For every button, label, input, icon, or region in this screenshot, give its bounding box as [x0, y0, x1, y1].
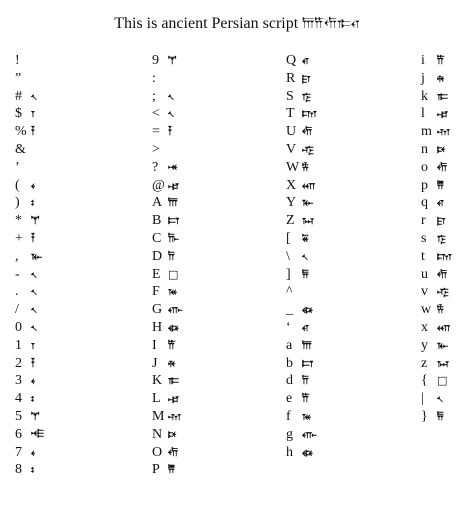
latin-char: =: [152, 124, 160, 140]
latin-char: !: [15, 53, 20, 68]
latin-char: 7: [15, 444, 22, 460]
mapping-row: [152, 212, 183, 230]
cuneiform-glyph: 𐏐: [437, 392, 443, 406]
latin-char: e: [286, 391, 293, 407]
cuneiform-glyph: 𐎾: [168, 178, 180, 192]
latin-char: r: [421, 213, 426, 229]
mapping-row: [421, 212, 452, 230]
mapping-row: [286, 390, 317, 408]
cuneiform-glyph: 𐏐: [168, 107, 174, 121]
cuneiform-glyph: 𐎼: [302, 71, 311, 85]
latin-char: _: [286, 302, 293, 318]
cuneiform-glyph: 𐎢: [437, 160, 448, 174]
mapping-row: [286, 408, 317, 426]
cuneiform-glyph: 𐎳: [168, 285, 178, 299]
latin-char: 1: [15, 337, 22, 353]
latin-char: F: [152, 284, 160, 300]
mapping-row: [152, 194, 183, 212]
latin-char: :: [152, 70, 156, 86]
mapping-row: [286, 52, 317, 70]
cuneiform-glyph: 𐎺: [437, 285, 449, 299]
mapping-row: [15, 248, 44, 266]
latin-char: 0: [15, 319, 22, 335]
latin-char: 3: [15, 373, 22, 389]
mapping-row: [152, 248, 183, 266]
cuneiform-glyph: □: [168, 267, 179, 281]
latin-char: ’: [15, 159, 20, 175]
mapping-row: [421, 248, 452, 266]
cuneiform-glyph: 𐎠: [302, 338, 312, 352]
mapping-row: [15, 159, 44, 177]
cuneiform-glyph: 𐎢: [168, 445, 179, 459]
latin-char: L: [152, 391, 161, 407]
mapping-row: [15, 355, 44, 373]
latin-char: z: [421, 355, 428, 371]
latin-char: N: [152, 426, 163, 442]
latin-char: I: [152, 337, 157, 353]
latin-char: 5: [15, 408, 22, 424]
cuneiform-glyph: 𐏐: [31, 303, 37, 317]
cuneiform-glyph: 𐏐: [31, 89, 37, 103]
latin-char: .: [15, 284, 19, 300]
mapping-row: [15, 337, 44, 355]
latin-char: m: [421, 124, 432, 140]
mapping-row: [286, 123, 317, 141]
mapping-row: [152, 408, 183, 426]
cuneiform-glyph: 𐏒: [168, 125, 172, 139]
latin-char: 6: [15, 426, 22, 442]
mapping-row: [15, 444, 44, 462]
cuneiform-glyph: 𐎥: [168, 303, 183, 317]
cuneiform-glyph: 𐎲: [302, 356, 314, 370]
latin-char: Y: [286, 195, 297, 211]
cuneiform-glyph: 𐎡: [437, 54, 445, 67]
mapping-row: [286, 355, 317, 373]
latin-char: K: [152, 373, 163, 389]
cuneiform-glyph: 𐏐: [31, 285, 37, 299]
title-text: This is ancient Persian script: [114, 15, 299, 32]
latin-char: v: [421, 284, 428, 300]
cuneiform-glyph: 𐎺: [302, 142, 314, 156]
cuneiform-glyph: 𐎩: [168, 356, 176, 370]
mapping-row: [15, 283, 44, 301]
cuneiform-glyph: 𐏓: [31, 374, 36, 388]
latin-char: C: [152, 230, 162, 246]
latin-char: R: [286, 70, 296, 86]
latin-char: w: [421, 302, 432, 318]
latin-char: /: [15, 302, 19, 318]
mapping-row: [421, 159, 452, 177]
latin-char: i: [421, 53, 425, 68]
latin-char: Z: [286, 213, 295, 229]
cuneiform-glyph: 𐎶: [437, 125, 451, 139]
latin-char: }: [421, 408, 428, 424]
latin-char: 2: [15, 355, 22, 371]
cuneiform-glyph: 𐏔: [31, 196, 35, 210]
latin-char: b: [286, 355, 293, 371]
mapping-row: [15, 230, 44, 248]
mapping-row: [286, 177, 317, 195]
mapping-row: [286, 159, 317, 177]
cuneiform-glyph: 𐏐: [168, 89, 174, 103]
latin-char: D: [152, 248, 163, 264]
latin-char: Q: [286, 53, 297, 68]
latin-char: x: [421, 319, 428, 335]
latin-char: #: [15, 88, 22, 104]
latin-char: ;: [152, 88, 156, 104]
mapping-row: [421, 390, 452, 408]
mapping-row: [286, 105, 317, 123]
latin-char: $: [15, 106, 22, 122]
cuneiform-glyph: 𐏒: [31, 125, 35, 139]
mapping-row: [421, 266, 452, 284]
mapping-row: [152, 283, 183, 301]
mapping-row: [152, 355, 183, 373]
mapping-row: [15, 408, 44, 426]
cuneiform-glyph: 𐏕: [168, 54, 177, 67]
latin-char: l: [421, 106, 425, 122]
mapping-column-3: [286, 52, 317, 461]
latin-char: U: [286, 124, 297, 140]
latin-char: y: [421, 337, 428, 353]
latin-char: h: [286, 444, 293, 460]
mapping-row: [421, 177, 452, 195]
mapping-row: [421, 52, 452, 70]
latin-char: t: [421, 248, 425, 264]
cuneiform-glyph: 𐏀: [437, 356, 450, 370]
latin-char: *: [15, 213, 22, 229]
cuneiform-glyph: 𐏒: [31, 231, 35, 245]
mapping-row: [421, 141, 452, 159]
latin-char: ‘: [286, 319, 291, 335]
latin-char: ]: [286, 266, 291, 282]
cuneiform-glyph: 𐎪: [31, 427, 44, 441]
mapping-row: [152, 319, 183, 337]
latin-char: ”: [15, 70, 22, 86]
cuneiform-glyph: 𐏁: [302, 231, 309, 245]
latin-char: J: [152, 355, 158, 371]
mapping-row: [286, 337, 317, 355]
mapping-row: [15, 461, 44, 479]
mapping-row: [152, 390, 183, 408]
latin-char: \: [286, 248, 290, 264]
latin-char: ,: [15, 248, 19, 264]
mapping-row: [421, 230, 452, 248]
cuneiform-glyph: 𐎩: [437, 71, 445, 85]
cuneiform-glyph: 𐏕: [31, 214, 40, 228]
cuneiform-glyph: 𐎤: [302, 54, 309, 67]
cuneiform-glyph: 𐎿: [302, 89, 311, 103]
mapping-row: [15, 426, 44, 444]
mapping-row: [152, 337, 183, 355]
mapping-column-4: [421, 52, 452, 426]
latin-char: T: [286, 106, 295, 122]
mapping-row: [15, 52, 44, 70]
cuneiform-glyph: 𐏓: [31, 445, 36, 459]
latin-char: @: [152, 177, 165, 193]
mapping-row: [15, 177, 44, 195]
mapping-row: [286, 230, 317, 248]
latin-char: f: [286, 408, 291, 424]
latin-char: 8: [15, 462, 22, 478]
mapping-row: [152, 461, 183, 479]
latin-char: +: [15, 230, 23, 246]
mapping-row: [421, 88, 452, 106]
mapping-row: [421, 283, 452, 301]
mapping-row: [152, 70, 183, 88]
latin-char: o: [421, 159, 428, 175]
latin-char: W: [286, 159, 300, 175]
cuneiform-glyph: 𐎤: [302, 320, 309, 334]
latin-char: G: [152, 302, 163, 318]
latin-char: B: [152, 213, 162, 229]
latin-char: ): [15, 195, 20, 211]
cuneiform-glyph: 𐏂: [437, 409, 444, 423]
mapping-row: [286, 444, 317, 462]
cuneiform-glyph: 𐏔: [31, 392, 35, 406]
cuneiform-glyph: 𐎫: [302, 107, 317, 121]
cuneiform-glyph: 𐎹: [302, 196, 314, 210]
cuneiform-glyph: 𐏂: [302, 267, 309, 281]
latin-char: ^: [286, 284, 293, 300]
cuneiform-glyph: 𐎤: [437, 196, 444, 210]
latin-char: q: [421, 195, 428, 211]
mapping-row: [15, 123, 44, 141]
mapping-column-2: [152, 52, 183, 479]
mapping-row: [15, 70, 44, 88]
cuneiform-glyph: 𐎳: [302, 409, 312, 423]
mapping-row: [421, 105, 452, 123]
cuneiform-glyph: 𐏐: [302, 249, 308, 263]
cuneiform-glyph: 𐏒: [31, 356, 35, 370]
page-title: [0, 14, 474, 35]
mapping-row: [286, 141, 317, 159]
mapping-row: [421, 355, 452, 373]
mapping-row: [421, 408, 452, 426]
mapping-row: [286, 372, 317, 390]
cuneiform-glyph: 𐎼: [437, 214, 446, 228]
latin-char: S: [286, 88, 294, 104]
mapping-row: [152, 177, 183, 195]
mapping-row: [15, 141, 44, 159]
latin-char: n: [421, 141, 428, 157]
mapping-row: [152, 123, 183, 141]
mapping-row: [421, 319, 452, 337]
mapping-row: [421, 372, 452, 390]
latin-char: 4: [15, 391, 22, 407]
mapping-row: [152, 301, 183, 319]
cuneiform-glyph: 𐎧: [302, 178, 316, 192]
title-cuneiform: 𐎠𐎡𐎢𐎣𐎤: [302, 17, 360, 32]
cuneiform-glyph: 𐏔: [31, 463, 35, 477]
latin-char: P: [152, 462, 160, 478]
latin-char: u: [421, 266, 428, 282]
latin-char: M: [152, 408, 165, 424]
mapping-row: [15, 266, 44, 284]
mapping-row: [421, 337, 452, 355]
latin-char: &: [15, 141, 26, 157]
cuneiform-glyph: 𐎱: [168, 463, 175, 477]
mapping-row: [152, 52, 183, 70]
latin-char: d: [286, 373, 293, 389]
mapping-row: [152, 372, 183, 390]
latin-char: j: [421, 70, 425, 86]
cuneiform-glyph: 𐎾: [168, 392, 180, 406]
cuneiform-glyph: 𐎧: [437, 320, 451, 334]
mapping-row: [152, 105, 183, 123]
cuneiform-glyph: 𐏓: [31, 178, 36, 192]
mapping-row: [286, 194, 317, 212]
cuneiform-glyph: 𐎶: [168, 409, 182, 423]
mapping-row: [152, 88, 183, 106]
latin-char: X: [286, 177, 297, 193]
latin-char: 9: [152, 53, 159, 68]
cuneiform-glyph: 𐎥: [302, 427, 317, 441]
cuneiform-glyph: 𐎲: [168, 214, 180, 228]
cuneiform-glyph: 𐎨: [168, 231, 179, 245]
cuneiform-glyph: 𐏑: [31, 107, 35, 121]
cuneiform-glyph: 𐎣: [437, 89, 448, 103]
mapping-row: [15, 372, 44, 390]
mapping-row: [286, 88, 317, 106]
mapping-row: [421, 123, 452, 141]
cuneiform-glyph: 𐎱: [437, 178, 444, 192]
mapping-row: [421, 301, 452, 319]
mapping-row: [152, 141, 183, 159]
cuneiform-glyph: 𐎡: [168, 338, 176, 352]
latin-char: >: [152, 141, 160, 157]
cuneiform-glyph: 𐎣: [168, 374, 179, 388]
mapping-row: [15, 301, 44, 319]
mapping-row: [15, 319, 44, 337]
latin-char: O: [152, 444, 163, 460]
latin-char: <: [152, 106, 160, 122]
mapping-row: [15, 194, 44, 212]
cuneiform-glyph: 𐏐: [31, 267, 37, 281]
mapping-row: [152, 444, 183, 462]
cuneiform-glyph: 𐎴: [168, 427, 177, 441]
mapping-row: [286, 283, 317, 301]
latin-char: -: [15, 266, 20, 282]
latin-char: (: [15, 177, 20, 193]
cuneiform-glyph: 𐎢: [437, 267, 448, 281]
latin-char: E: [152, 266, 161, 282]
cuneiform-glyph: 𐎻: [302, 160, 309, 174]
latin-char: %: [15, 124, 27, 140]
cuneiform-glyph: 𐎫: [437, 249, 452, 263]
mapping-row: [421, 194, 452, 212]
mapping-row: [286, 319, 317, 337]
latin-char: {: [421, 373, 428, 389]
latin-char: V: [286, 141, 297, 157]
mapping-row: [286, 248, 317, 266]
latin-char: a: [286, 337, 293, 353]
mapping-row: [15, 390, 44, 408]
latin-char: k: [421, 88, 428, 104]
cuneiform-glyph: 𐏐: [31, 320, 37, 334]
mapping-row: [152, 159, 183, 177]
cuneiform-glyph: □: [437, 374, 448, 388]
cuneiform-glyph: 𐎻: [437, 303, 444, 317]
cuneiform-glyph: 𐎹: [31, 249, 43, 263]
cuneiform-glyph: 𐎾: [437, 107, 449, 121]
latin-char: s: [421, 230, 427, 246]
mapping-row: [286, 212, 317, 230]
cuneiform-glyph: 𐎿: [437, 231, 446, 245]
cuneiform-glyph: 𐎹: [437, 338, 449, 352]
mapping-row: [152, 266, 183, 284]
mapping-row: [15, 105, 44, 123]
cuneiform-glyph: 𐏃: [302, 303, 313, 317]
mapping-row: [15, 212, 44, 230]
cuneiform-glyph: 𐏃: [302, 445, 313, 459]
latin-char: g: [286, 426, 293, 442]
latin-char: ?: [152, 159, 159, 175]
cuneiform-glyph: 𐏑: [31, 338, 35, 352]
mapping-row: [286, 426, 317, 444]
latin-char: p: [421, 177, 428, 193]
cuneiform-glyph: 𐎽: [168, 160, 178, 174]
cuneiform-glyph: 𐎡: [302, 392, 310, 406]
mapping-row: [152, 230, 183, 248]
cuneiform-glyph: 𐏀: [302, 214, 315, 228]
mapping-row: [152, 426, 183, 444]
mapping-row: [15, 88, 44, 106]
latin-char: |: [421, 391, 424, 407]
cuneiform-glyph: 𐎠: [168, 196, 178, 210]
mapping-column-1: [15, 52, 44, 479]
cuneiform-glyph: 𐏃: [168, 320, 179, 334]
latin-char: [: [286, 230, 291, 246]
mapping-row: [421, 70, 452, 88]
mapping-row: [286, 301, 317, 319]
cuneiform-glyph: 𐎭: [168, 249, 175, 263]
mapping-row: [286, 266, 317, 284]
latin-char: H: [152, 319, 163, 335]
cuneiform-glyph: 𐎢: [302, 125, 313, 139]
cuneiform-glyph: 𐎭: [302, 374, 309, 388]
cuneiform-glyph: 𐎴: [437, 142, 446, 156]
latin-char: A: [152, 195, 163, 211]
mapping-row: [286, 70, 317, 88]
cuneiform-glyph: 𐏕: [31, 409, 40, 423]
